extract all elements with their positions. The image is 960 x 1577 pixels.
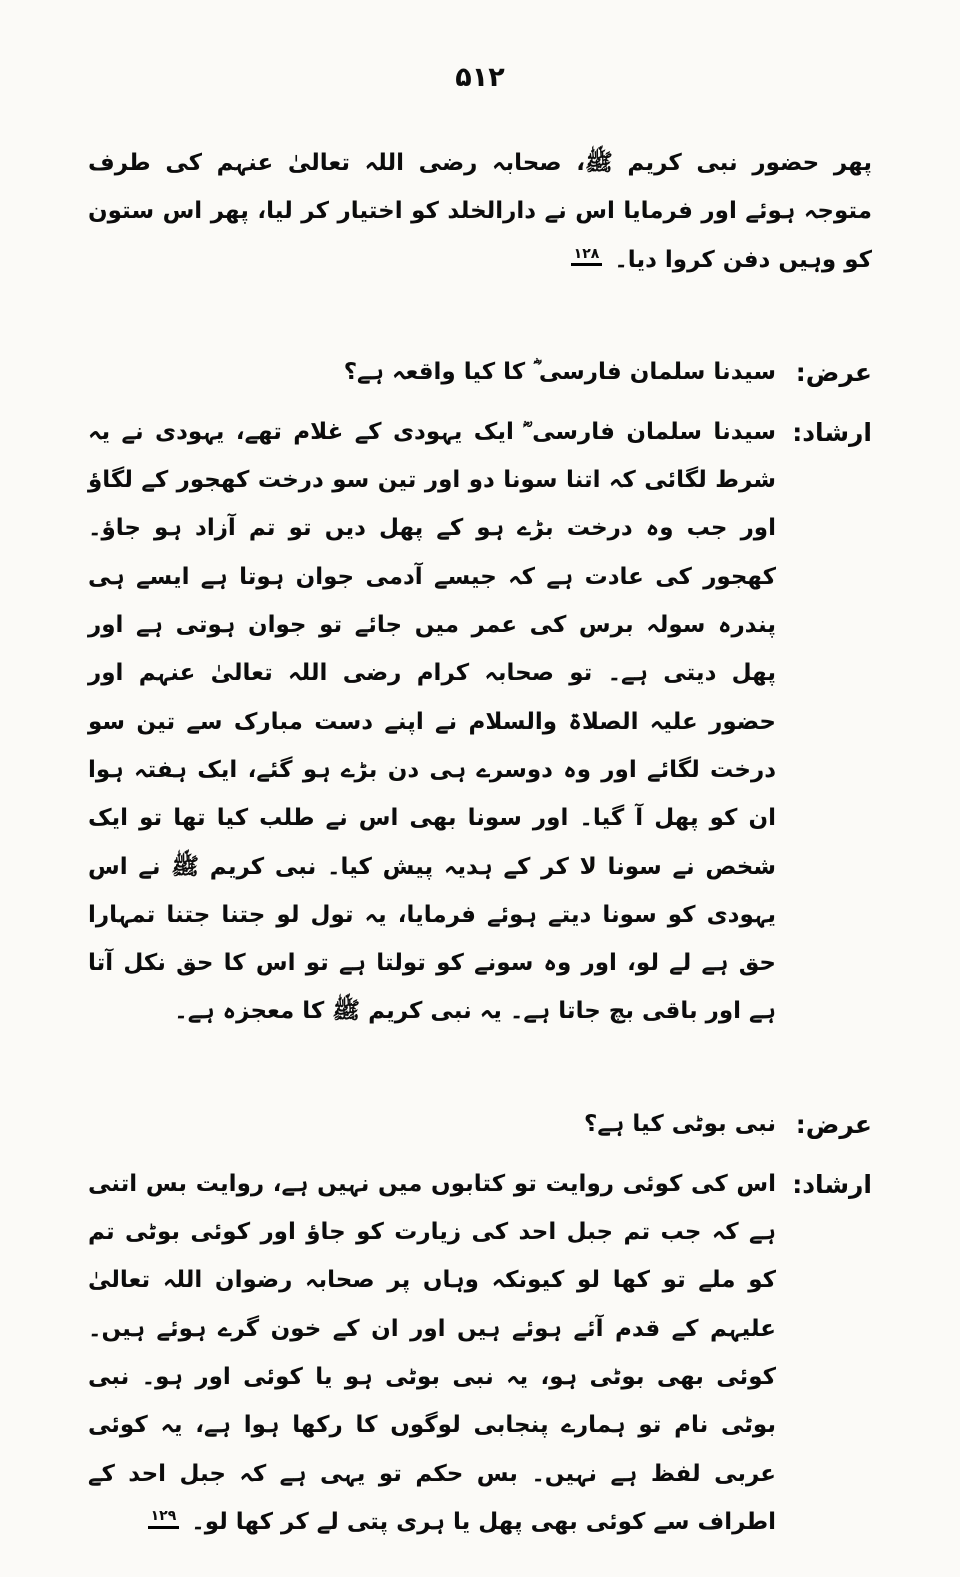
answer-label: ارشاد:: [792, 1169, 872, 1199]
answer-text: [88, 408, 776, 1036]
question-label: عرض:: [795, 1109, 872, 1139]
question-text: سیدنا سلمان فارسی ؓ کا کیا واقعہ ہے؟: [343, 358, 776, 385]
intro-paragraph: [88, 139, 872, 284]
question-label: عرض:: [795, 357, 872, 387]
question-row: [88, 1100, 872, 1150]
answer-body: سیدنا سلمان فارسی ؓ ایک یہودی کے غلام تھے، یہودی نے یہ شرط لگائی کہ اتنا سونا دو اور تین سو درخت کھجور کے لگاؤ اور جب وہ درخت بڑے ہو کے پھل دیں تو تم آزاد ہو جاؤ۔ کھجور کی عادت ہے کہ جیسے آدمی جوان ہوتا ہے ایسے ہی پندرہ سولہ برس کی عمر میں جائے تو جوان ہوتی ہے اور پھل دیتی ہے۔ تو صحابہ کرام رضی اللہ تعالیٰ عنہم اور حضور علیہ الصلاۃ والسلام نے اپنے دست مبارک سے تین سو درخت لگائے اور وہ دوسرے ہی دن بڑے ہو گئے، ایک ہفتہ ہوا ان کو پھل آ گیا۔ اور سونا بھی اس نے طلب کیا تھا تو ایک شخص نے سونا لا کر کے ہدیہ پیش کیا۔ نبی کریم ﷺ نے اس یہودی کو سونا دیتے ہوئے فرمایا، یہ تول لو جتنا جتنا تمہارا حق ہے لے لو، اور وہ سونے کو تولتا ہے تو اس کا حق نکل آتا ہے اور باقی بچ جاتا ہے۔ یہ نبی کریم ﷺ کا معجزہ ہے۔: [88, 418, 777, 1025]
page-number: ۵۱۲: [455, 62, 505, 93]
question-text: نبی بوٹی کیا ہے؟: [584, 1110, 776, 1137]
question-row: [88, 348, 872, 398]
qa-block-salman-farsi: [88, 348, 872, 1036]
answer-label: ارشاد:: [792, 417, 872, 447]
answer-row: [88, 408, 872, 1036]
footnote-marker: ۱۲۹: [148, 1509, 180, 1528]
answer-text: [88, 1160, 776, 1546]
intro-text: پھر حضور نبی کریم ﷺ، صحابہ رضی اللہ تعالیٰ عنہم کی طرف متوجہ ہوئے اور فرمایا اس نے دارالخلد کو اختیار کر لیا، پھر اس ستون کو وہیں دفن کروا دیا۔: [88, 150, 872, 273]
answer-row: [88, 1160, 872, 1546]
qa-block-nabi-booti: [88, 1100, 872, 1546]
footnote-marker: ۱۲۸: [571, 247, 603, 266]
answer-body: اس کی کوئی روایت تو کتابوں میں نہیں ہے، روایت بس اتنی ہے کہ جب تم جبل احد کی زیارت کو جاؤ اور کوئی بوٹی تم کو ملے تو کھا لو کیونکہ وہاں پر صحابہ رضوان اللہ تعالیٰ علیہم کے قدم آئے ہوئے ہیں اور ان کے خون گرے ہوئے ہیں۔ کوئی بھی بوٹی ہو، یہ نبی بوٹی ہو یا کوئی اور ہو۔ نبی بوٹی نام تو ہمارے پنجابی لوگوں کا رکھا ہوا ہے، یہ کوئی عربی لفظ ہے نہیں۔ بس حکم تو یہی ہے کہ جبل احد کے اطراف سے کوئی بھی پھل یا ہری پتی لے کر کھا لو۔: [88, 1170, 776, 1535]
